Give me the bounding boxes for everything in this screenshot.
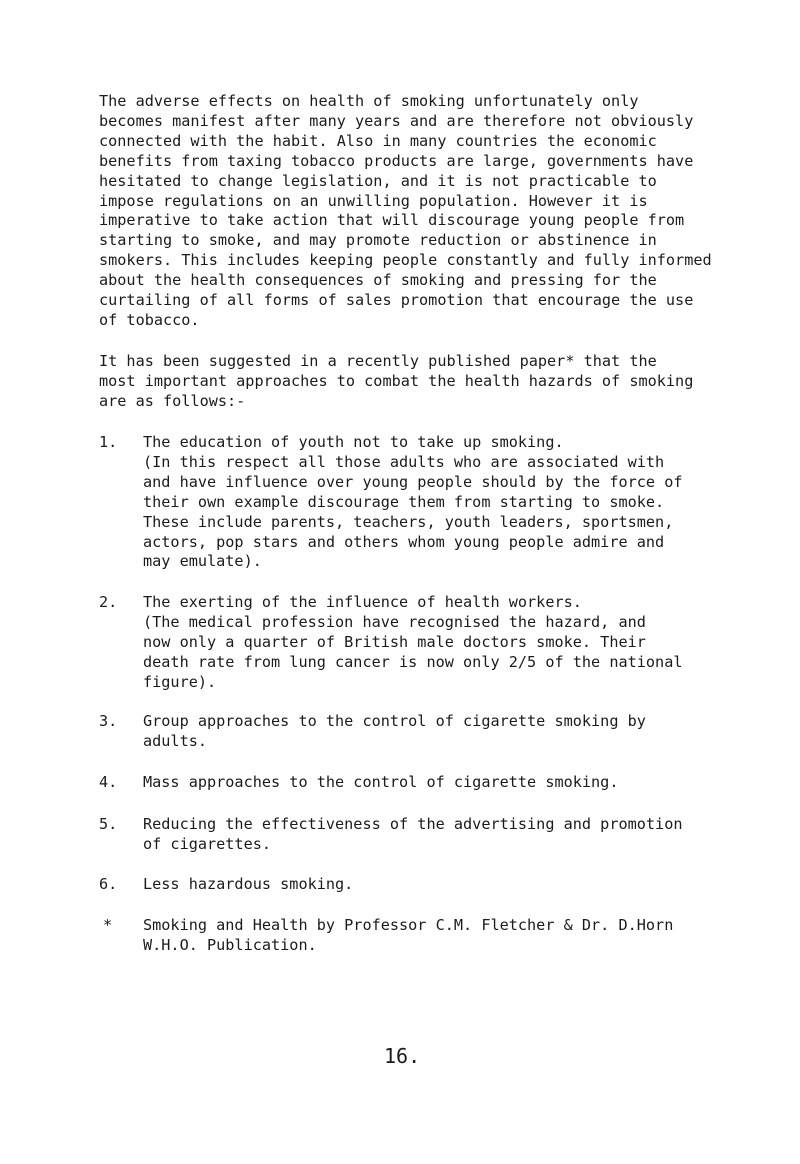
list-item-text: Reducing the effectiveness of the advertising and promotion of cigarettes. [143,815,683,853]
list-item-text: Group approaches to the control of cigarette smoking by adults. [143,712,646,750]
list-item-number: 3. [99,712,118,730]
footnote-marker: * [103,916,113,934]
list-item-number: 6. [99,875,118,893]
list-item-text: Mass approaches to the control of cigarette smoking. [143,773,619,791]
list-item-text: Less hazardous smoking. [143,875,354,893]
list-item-number: 5. [99,815,118,833]
body-paragraph-2: It has been suggested in a recently published paper* that the most important approaches to combat the health hazards of smoking are as follows:- [99,352,694,410]
list-item-text: The education of youth not to take up smoking. (In this respect all those adults who are associated with and have influence over young people should by the force of their own example discourage them from starting to smoke. These include parents, teachers, youth leaders, sportsmen, actors, pop stars and others whom young people admire and may emulate). [143,433,683,571]
page-number: 16. [384,1044,421,1068]
list-item-number: 2. [99,593,118,611]
body-paragraph-1: The adverse effects on health of smoking unfortunately only becomes manifest after many years and are therefore not obviously connected with the habit. Also in many countries the economic benefits from taxing tobacco products are large, governments have hesitated to change legislation, and it is not practicable to impose regulations on an unwilling population. However it is imperative to take action that will discourage young people from starting to smoke, and may promote reduction or abstinence in smokers. This includes keeping people constantly and fully informed about the health consequences of smoking and pressing for the curtailing of all forms of sales promotion that encourage the use of tobacco. [99,92,712,329]
footnote-text: Smoking and Health by Professor C.M. Fletcher & Dr. D.Horn W.H.O. Publication. [143,916,674,954]
list-item-number: 4. [99,773,118,791]
list-item-text: The exerting of the influence of health workers. (The medical profession have recognised the hazard, and now only a quarter of British male doctors smoke. Their death rate from lung cancer is now only 2/5 of the national figure). [143,593,683,691]
list-item-number: 1. [99,433,118,451]
